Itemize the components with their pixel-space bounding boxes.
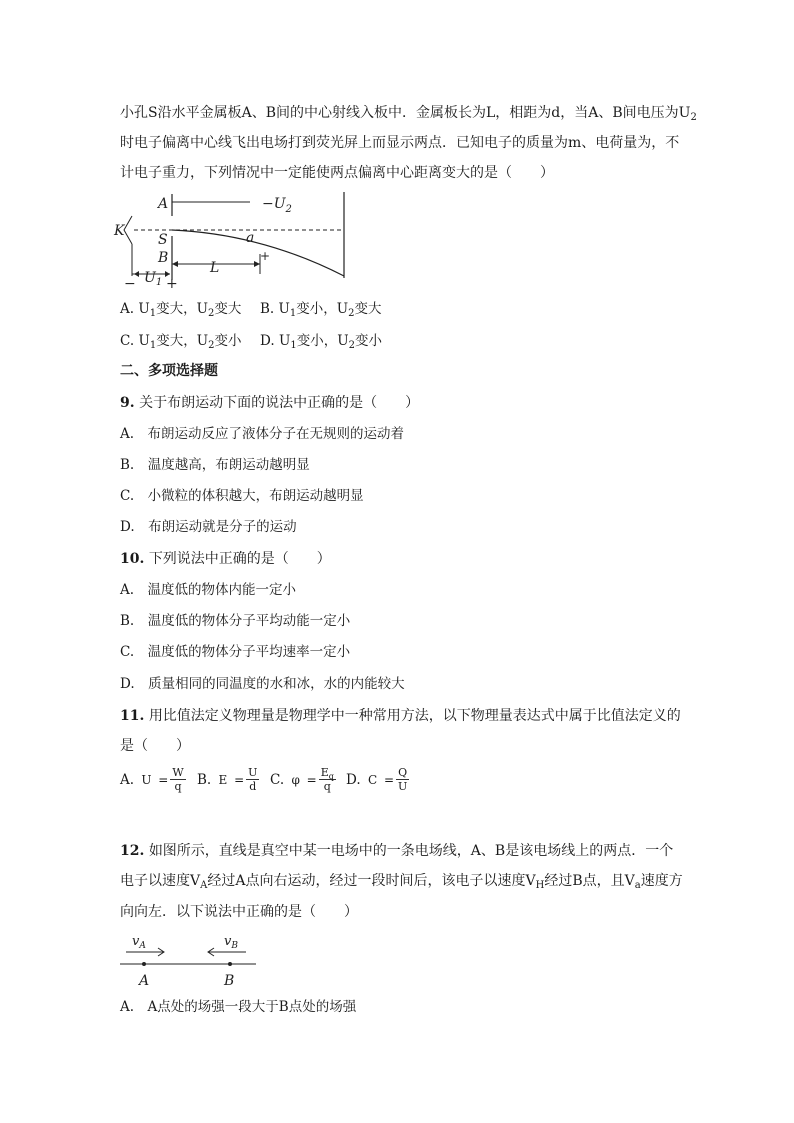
label-B: B bbox=[158, 250, 169, 266]
q9-option-b[interactable]: B. 温度越高，布朗运动越明显 bbox=[120, 457, 310, 473]
q12-field-line-figure bbox=[116, 930, 266, 992]
q8-stem-line-3: 计电子重力，下列情况中一定能使两点偏离中心距离变大的是（ ） bbox=[120, 165, 554, 181]
label-minus: − bbox=[124, 276, 136, 290]
q11-stem-line-1: 11. 用比值法定义物理量是物理学中一种常用方法，以下物理量表达式中属于比值法定义的 bbox=[120, 708, 681, 724]
q10-option-c[interactable]: C. 温度低的物体分子平均速率一定小 bbox=[120, 644, 351, 660]
q12-stem-line-3: 向向左．以下说法中正确的是（ ） bbox=[120, 904, 358, 920]
q11-option-b[interactable]: B. E = $\frac{U}{d}$ bbox=[197, 766, 258, 793]
q9-option-c[interactable]: C. 小微粒的体积越大，布朗运动越明显 bbox=[120, 488, 364, 504]
label-U1: $U_1$ bbox=[144, 270, 163, 288]
q8-stem-line-2: 时电子偏离中心线飞出电场打到荧光屏上而显示两点．已知电子的质量为m、电荷量为，不 bbox=[120, 135, 680, 151]
q12-stem-line-1: 12. 如图所示，直线是真空中某一电场中的一条电场线，A、B是该电场线上的两点．一个 bbox=[120, 843, 674, 859]
label-plus: + bbox=[166, 276, 178, 290]
q8-option-a[interactable]: A. $U_1$变大，$U_2$变大 bbox=[120, 301, 242, 319]
label-point-B: B bbox=[224, 973, 235, 989]
q8-stem-line-1: 小孔S沿水平金属板A、B间的中心射线入板中．金属板长为L，相距为d，当A、B间电压为$U_2$ bbox=[120, 105, 697, 123]
q8-option-b[interactable]: B. $U_1$变小，$U_2$变大 bbox=[260, 301, 382, 319]
q10-option-a[interactable]: A. 温度低的物体内能一定小 bbox=[120, 582, 297, 598]
q9-option-d[interactable]: D. 布朗运动就是分子的运动 bbox=[120, 519, 297, 535]
label-K: K bbox=[114, 223, 125, 239]
q8-option-d[interactable]: D. $U_1$变小，$U_2$变小 bbox=[260, 333, 382, 351]
fraction: $\frac{U}{d}$ bbox=[248, 766, 258, 793]
fraction: $\frac{Q}{U}$ bbox=[398, 766, 408, 793]
fraction: $\frac{W}{q}$ bbox=[172, 766, 184, 793]
q8-option-c[interactable]: C. $U_1$变大，$U_2$变小 bbox=[120, 333, 242, 351]
q8-deflection-figure bbox=[112, 190, 362, 290]
q12-option-a[interactable]: A. A点处的场强一段大于B点处的场强 bbox=[120, 999, 357, 1015]
q11-stem-line-2: 是（ ） bbox=[120, 738, 190, 754]
q12-stem-line-2: 电子以速度$V_A$经过A点向右运动，经过一段时间后，该电子以速度$V_H$经过B点，且$V_a$速度方 bbox=[120, 873, 683, 891]
q10-option-d[interactable]: D. 质量相同的同温度的水和冰，水的内能较大 bbox=[120, 676, 405, 692]
section-title: 二、多项选择题 bbox=[120, 363, 218, 379]
q11-option-d[interactable]: D. C = $\frac{Q}{U}$ bbox=[346, 766, 408, 793]
label-vA: $v_A$ bbox=[132, 934, 146, 951]
q10-option-b[interactable]: B. 温度低的物体分子平均动能一定小 bbox=[120, 613, 351, 629]
fraction: $\frac{E_q}{q}$ bbox=[320, 766, 334, 793]
label-A: A bbox=[158, 196, 169, 212]
label-plus-B: + bbox=[260, 249, 271, 263]
label-a: a bbox=[246, 230, 255, 246]
label-S: S bbox=[158, 232, 168, 248]
label-vB: $v_B$ bbox=[224, 934, 238, 951]
q10-stem: 10. 下列说法中正确的是（ ） bbox=[120, 551, 331, 567]
q11-option-c[interactable]: C. φ = $\frac{E_q}{q}$ bbox=[270, 766, 334, 793]
q9-stem: 9. 关于布朗运动下面的说法中正确的是（ ） bbox=[120, 395, 420, 411]
label-point-A: A bbox=[139, 973, 150, 989]
label-L: L bbox=[210, 260, 220, 276]
q9-option-a[interactable]: A. 布朗运动反应了液体分子在无规则的运动着 bbox=[120, 426, 405, 442]
q11-option-a[interactable]: A. U = $\frac{W}{q}$ bbox=[120, 766, 184, 793]
label-U2: $-U_2$ bbox=[262, 196, 292, 215]
